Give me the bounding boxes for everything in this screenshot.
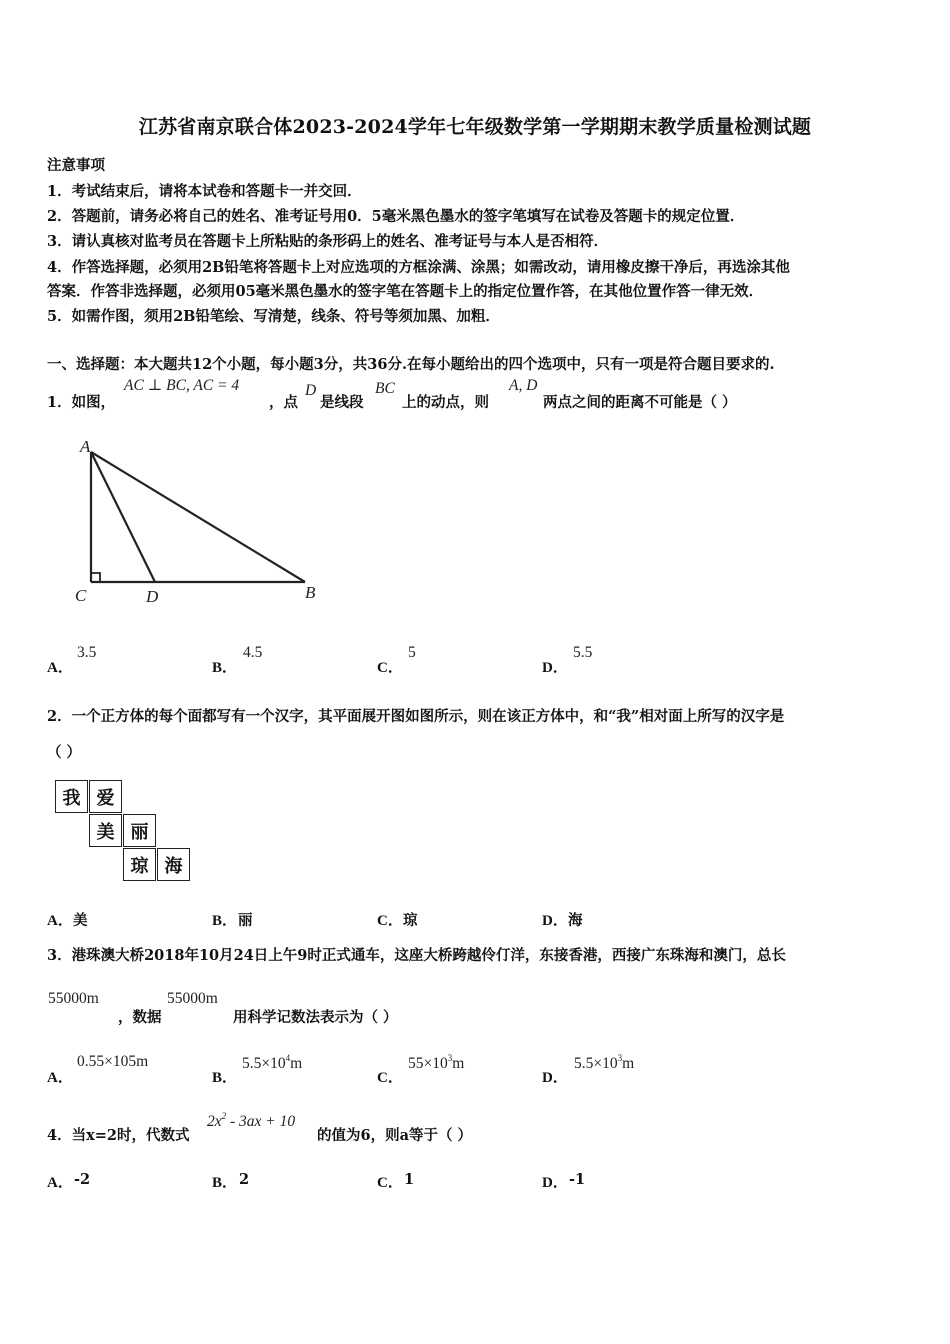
- q1-text-4: 上的动点，则: [402, 394, 489, 411]
- q1-option-d-value: 5.5: [573, 644, 593, 661]
- q1-text-2: ，点: [269, 394, 298, 411]
- q3-option-d-letter: D．: [542, 1070, 568, 1086]
- q4-math-expression: $2x^2 - 3ax + 10$: [207, 1111, 296, 1130]
- q2-option-c-letter: C．: [377, 913, 403, 929]
- q2-option-a-value: 美: [73, 912, 88, 929]
- q2-option-b-letter: B．: [212, 913, 238, 929]
- q1-option-a-letter: A．: [47, 660, 73, 676]
- net-cell-qiong: 琼: [123, 848, 156, 881]
- q1-math-d: D: [305, 382, 317, 399]
- q3-option-b-letter: B．: [212, 1070, 238, 1086]
- label-d: D: [146, 587, 159, 606]
- notice-heading: 注意事项: [47, 157, 105, 174]
- label-c: C: [75, 586, 87, 605]
- q2-option-a-letter: A．: [47, 913, 73, 929]
- q1-math-bc: BC: [375, 380, 395, 397]
- q1-text-3: 是线段: [320, 394, 364, 411]
- q1-math-ac-perp-bc: AC ⊥ BC, AC = 4: [124, 377, 240, 394]
- notice-item: 4．作答选择题，必须用2B铅笔将答题卡上对应选项的方框涂满、涂黑；如需改动，请用橡皮擦干净后，再选涂其他: [47, 259, 790, 276]
- q4-option-b-letter: B．: [212, 1175, 238, 1191]
- net-cell-hai: 海: [157, 848, 190, 881]
- q1-text-5: 两点之间的距离不可能是（ ）: [543, 394, 737, 411]
- q3-text-1: 3．港珠澳大桥2018年10月24日上午9时正式通车，这座大桥跨越伶仃洋，东接香港，西接广东珠海和澳门，总长: [47, 947, 786, 964]
- net-cell-ai: 爱: [89, 780, 122, 813]
- q4-option-d-value: -1: [569, 1171, 586, 1188]
- q4-option-c-letter: C．: [377, 1175, 403, 1191]
- q4-option-a-letter: A．: [47, 1175, 73, 1191]
- q3-text-3: 用科学记数法表示为（ ）: [233, 1009, 398, 1026]
- section-heading: 一、选择题：本大题共12个小题，每小题3分，共36分.在每小题给出的四个选项中，只有一项是符合题目要求的.: [47, 356, 775, 373]
- q3-option-c-letter: C．: [377, 1070, 403, 1086]
- q4-option-a-value: -2: [74, 1171, 91, 1188]
- q1-option-b-letter: B．: [212, 660, 238, 676]
- notice-item: 答案．作答非选择题，必须用05毫米黑色墨水的签字笔在答题卡上的指定位置作答，在其他位置作答一律无效．: [47, 283, 764, 300]
- q1-option-d-letter: D．: [542, 660, 568, 676]
- q3-option-a-value: 0.55×105m: [77, 1053, 149, 1070]
- q2-option-d-value: 海: [568, 912, 583, 929]
- q4-text-1: 4．当x=2时，代数式: [47, 1127, 190, 1144]
- net-cell-mei: 美: [89, 814, 122, 847]
- q4-option-d-letter: D．: [542, 1175, 568, 1191]
- notice-item: 3．请认真核对监考员在答题卡上所粘贴的条形码上的姓名、准考证号与本人是否相符．: [47, 233, 609, 250]
- net-cell-wo: 我: [55, 780, 88, 813]
- q3-option-d-value: $5.5\times 10^3m$: [574, 1053, 635, 1072]
- q3-option-c-value: $55\times 10^3m$: [408, 1053, 465, 1072]
- notice-item: 1．考试结束后，请将本试卷和答题卡一并交回．: [47, 183, 362, 200]
- q1-option-a-value: 3.5: [77, 644, 97, 661]
- q1-text-1: 1．如图，: [47, 394, 116, 411]
- notice-item: 5．如需作图，须用2B铅笔绘、写清楚，线条、符号等须加黑、加粗．: [47, 308, 500, 325]
- right-angle-mark: [91, 573, 100, 582]
- q1-option-c-letter: C．: [377, 660, 403, 676]
- q3-option-a-letter: A．: [47, 1070, 73, 1086]
- q3-math-2: 55000m: [167, 990, 218, 1007]
- page-title: 江苏省南京联合体2023-2024学年七年级数学第一学期期末教学质量检测试题: [138, 116, 812, 138]
- q3-text-2: ，数据: [118, 1009, 162, 1026]
- q4-option-c-value: 1: [404, 1171, 415, 1188]
- q3-option-b-value: $5.5\times 10^4m$: [242, 1053, 303, 1072]
- q1-triangle-figure: [60, 430, 340, 610]
- net-cell-li: 丽: [123, 814, 156, 847]
- q1-option-c-value: 5: [408, 644, 416, 661]
- label-b: B: [305, 583, 316, 602]
- q1-math-ad: A, D: [509, 377, 538, 394]
- q4-text-2: 的值为6，则a等于（ ）: [317, 1127, 473, 1144]
- label-a: A: [80, 437, 91, 456]
- q2-option-d-letter: D．: [542, 913, 568, 929]
- q2-text-1: 2．一个正方体的每个面都写有一个汉字，其平面展开图如图所示，则在该正方体中，和“我”相对面上所写的汉字是: [47, 708, 785, 725]
- q2-option-b-value: 丽: [238, 912, 253, 929]
- q2-text-2: （ ）: [47, 744, 82, 761]
- q3-math-1: 55000m: [48, 990, 99, 1007]
- notice-item: 2．答题前，请务必将自己的姓名、准考证号用0．5毫米黑色墨水的签字笔填写在试卷及答题卡的规定位置．: [47, 208, 745, 225]
- q1-option-b-value: 4.5: [243, 644, 263, 661]
- q2-option-c-value: 琼: [403, 912, 418, 929]
- q4-option-b-value: 2: [239, 1171, 250, 1188]
